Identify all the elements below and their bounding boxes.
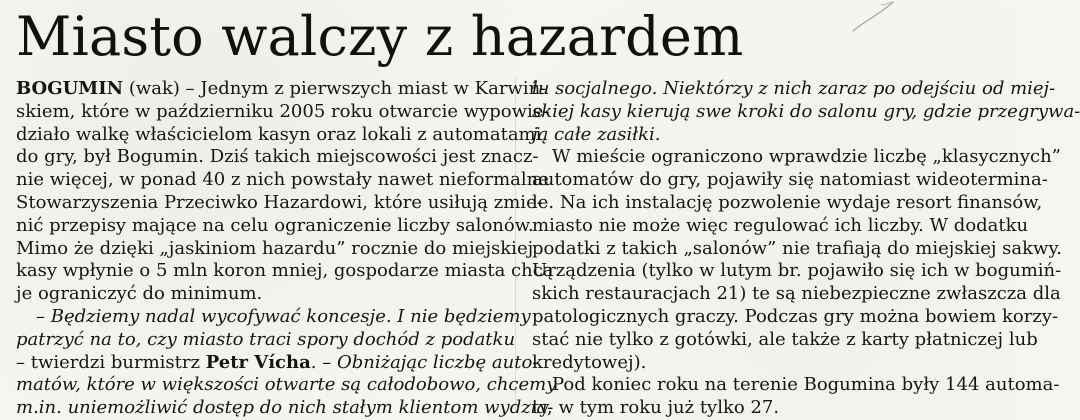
print-speck [120, 356, 122, 358]
pen-mark-icon [843, 0, 898, 34]
column-right-line-3: ją całe zasiłki. [532, 123, 661, 145]
column-left-line-15: m.in. uniemożliwić dostęp do nich stałym klientom wydzia- [16, 397, 554, 419]
print-speck [792, 133, 793, 134]
column-right-line-15: ty, w tym roku już tylko 27. [532, 397, 780, 419]
column-right-line-11: patologicznych graczy. Podczas gry można bowiem korzy- [532, 305, 1059, 327]
column-right-line-5: automatów do gry, pojawiły się natomiast wideotermina- [532, 169, 1048, 191]
column-left-line-14: matów, które w większości otwarte są całodobowo, chcemy [16, 374, 557, 396]
column-left-line-12: patrzyć na to, czy miasto traci spory dochód z podatku [16, 328, 516, 350]
column-right-line-8: podatki z takich „salonów” nie trafiają do miejskiej sakwy. [532, 237, 1062, 259]
column-right-line-13: kredytowej). [532, 351, 647, 373]
column-left-line-13-pre: – twierdzi burmistrz [16, 351, 206, 373]
column-right-line-9: Urządzenia (tylko w lutym br. pojawiło się ich w bogumiń- [532, 260, 1062, 282]
column-left-line-13-mid: . – [310, 351, 337, 373]
column-left-line-2: skiem, które w październiku 2005 roku otwarcie wypowie- [16, 100, 550, 122]
article-author-tag: (wak) [128, 78, 180, 99]
column-right-line-7: miasto nie może więc regulować ich liczby. W dodatku [532, 214, 1029, 236]
column-left-line-1-rest: – Jednym z pierwszych miast w Karwiń- [179, 78, 547, 99]
column-left-line-5: nie więcej, w ponad 40 z nich powstały nawet nieformalne [16, 169, 549, 191]
article-column-left [16, 78, 557, 420]
column-right-line-14: Pod koniec roku na terenie Bogumina były 144 automa- [552, 374, 1060, 396]
column-right-line-1: łu socjalnego. Niektórzy z nich zaraz po odejściu od miej- [532, 78, 1056, 99]
column-right-line-10: skich restauracjach 21) te są niebezpieczne zwłaszcza dla [532, 283, 1061, 305]
column-left-line-1 [16, 78, 547, 101]
column-right-line-6: le. Na ich instalację pozwolenie wydaje resort finansów, [532, 191, 1043, 213]
print-speck [934, 378, 936, 380]
article-headline: Miasto walczy z hazardem [16, 5, 744, 68]
column-right-line-4: W mieście ograniczono wprawdzie liczbę „klasycznych” [552, 146, 1061, 168]
mayor-name: Petr Vícha [205, 351, 311, 373]
article-dateline: BOGUMIN [16, 78, 124, 99]
column-left-line-13 [16, 351, 539, 375]
column-left-line-10: je ograniczyć do minimum. [16, 283, 263, 305]
column-right-line-2: skiej kasy kierują swe kroki do salonu gry, gdzie przegrywa- [532, 100, 1080, 122]
column-left-line-4: do gry, był Bogumin. Dziś takich miejscowości jest znacz- [16, 146, 539, 168]
column-left-line-7: nić przepisy mające na celu ograniczenie liczby salonów. [16, 214, 534, 236]
column-left-line-9: kasy wpłynie o 5 mln koron mniej, gospodarze miasta chcą [16, 260, 554, 282]
article-column-right [532, 78, 1080, 420]
column-left-line-11: – Będziemy nadal wycofywać koncesje. I nie będziemy [36, 305, 531, 327]
column-left-line-13-italic: Obniżając liczbę auto- [336, 351, 539, 373]
column-left-line-3: działo walkę właścicielom kasyn oraz lokali z automatami [16, 123, 542, 145]
column-left-line-6: Stowarzyszenia Przeciwko Hazardowi, które usiłują zmie- [16, 191, 543, 213]
column-right-line-12: stać nie tylko z gotówki, ale także z karty płatniczej lub [532, 328, 1038, 350]
column-left-line-8: Mimo że dzięki „jaskiniom hazardu” rocznie do miejskiej [16, 237, 534, 259]
